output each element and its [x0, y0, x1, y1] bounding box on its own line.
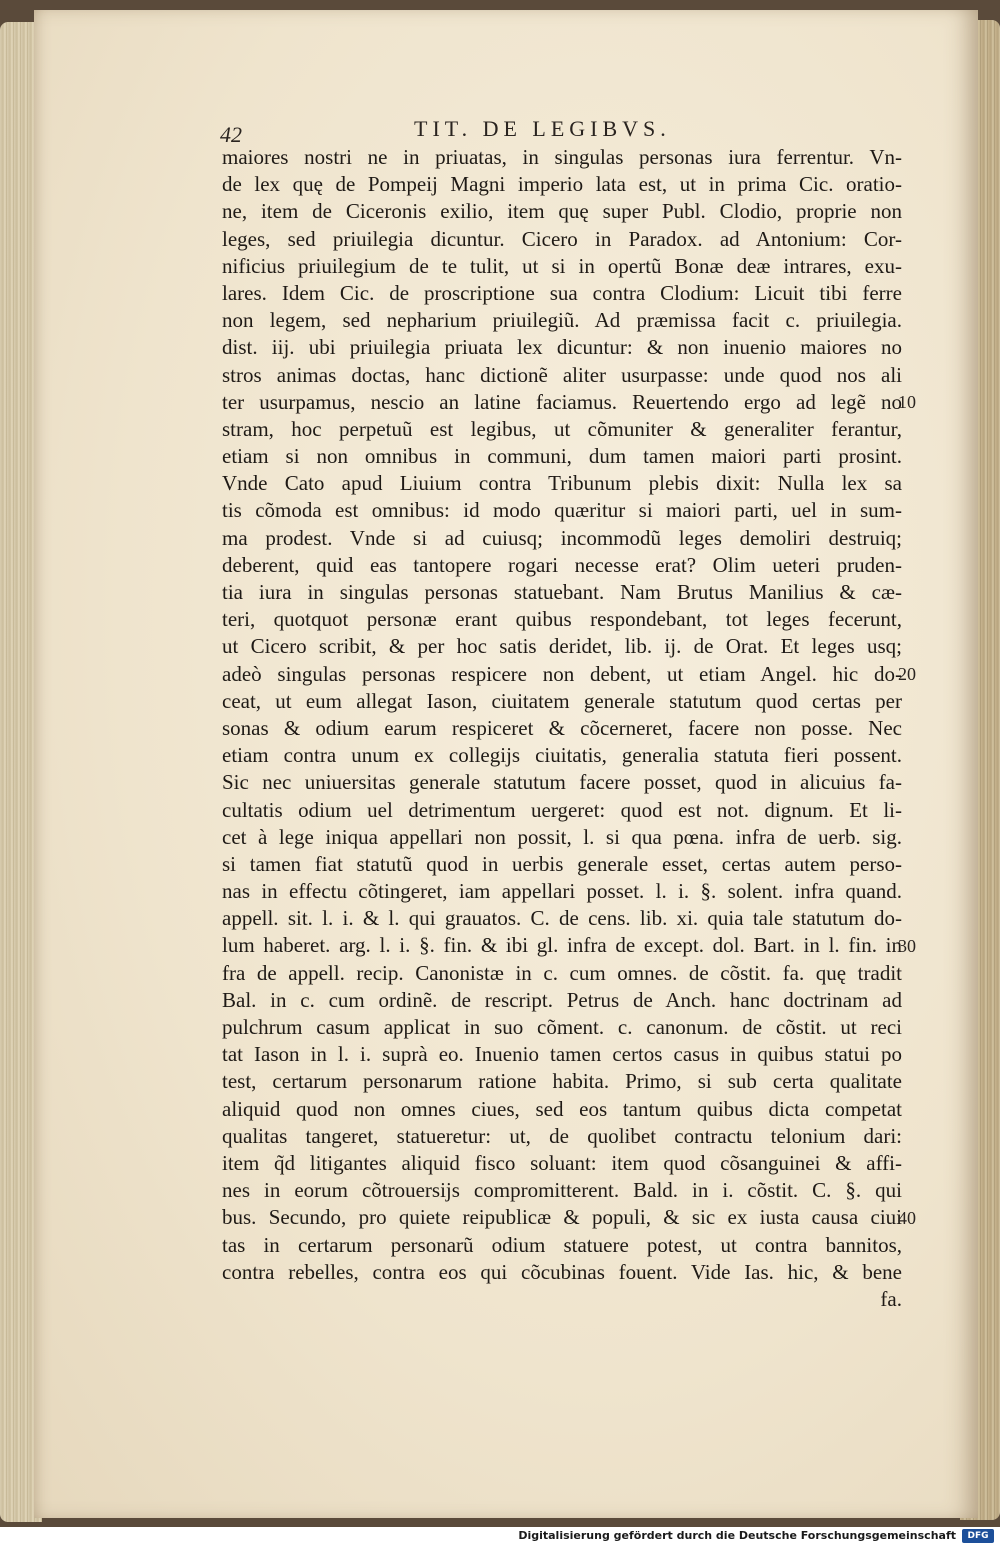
text-line: nes in eorum cõtrouersijs compromitterent. Bald. in i. cõstit. C. §. qui: [222, 1178, 902, 1203]
text-line: Vnde Cato apud Liuium contra Tribunum plebis dixit: Nulla lex sa: [222, 471, 902, 496]
text-line: ceat, ut eum allegat Iason, ciuitatem generale statutum quod certas per: [222, 688, 902, 713]
text-line: nas in effectu cõtingeret, iam appellari posset. l. i. §. solent. infra quand.: [222, 879, 902, 904]
text-line: Bal. in c. cum ordinẽ. de rescript. Petrus de Anch. hanc doctrinam ad: [222, 987, 902, 1012]
text-line: tat Iason in l. i. suprà eo. Inuenio tamen certos casus in quibus statui po: [222, 1042, 902, 1067]
text-line: ut Cicero scribit, & per hoc satis deridet, lib. ij. de Orat. Et leges usq;: [222, 634, 902, 659]
text-line: maiores nostri ne in priuatas, in singulas personas iura ferrentur. Vn-: [222, 145, 902, 169]
text-line: tia iura in singulas personas statuebant. Nam Brutus Manilius & cæ-: [222, 580, 902, 604]
text-line: adeò singulas personas respicere non debent, ut etiam Angel. hic do-: [222, 661, 902, 686]
text-block: [222, 144, 902, 1313]
text-line: fa.: [880, 1286, 902, 1311]
text-line: item q̃d litigantes aliquid fisco soluant: item quod cõsanguinei & affi-: [222, 1150, 902, 1175]
text-line: de lex quę de Pompeij Magni imperio lata est, ut in prima Cic. oratio-: [222, 172, 902, 197]
dfg-logo: DFG: [962, 1529, 994, 1543]
text-line: contra rebelles, contra eos qui cõcubinas fouent. Vide Ias. hic, & bene: [222, 1259, 902, 1284]
text-line: sonas & odium earum respiceret & cõcerneret, facere non posse. Nec: [222, 715, 902, 740]
text-line: cet à lege iniqua appellari non possit, l. si qua pœna. infra de uerb. sig.: [222, 824, 902, 849]
book-page: [34, 10, 978, 1518]
text-line: Sic nec uniuersitas generale statutum facere posset, quod in alicuius fa-: [222, 770, 902, 795]
text-line: stram, hoc perpetuũ est legibus, ut cõmuniter & generaliter ferantur,: [222, 416, 902, 441]
text-line: dist. iij. ubi priuilegia priuata lex dicuntur: & non inuenio maiores no: [222, 335, 902, 360]
text-line: tis cõmoda est omnibus: id modo quæritur si maiori parti, uel in sum-: [222, 498, 902, 523]
margin-line-number: 20: [898, 664, 916, 684]
text-line: qualitas tangeret, statueretur: ut, de quolibet contractu telonium dari:: [222, 1123, 902, 1148]
text-line: fra de appell. recip. Canonistæ in c. cum omnes. de cõstit. fa. quę tradit: [222, 960, 902, 985]
text-line: ma prodest. Vnde si ad cuiusq; incommodũ leges demoliri destruiq;: [222, 525, 902, 550]
margin-line-number: 10: [898, 392, 916, 412]
text-line: ne, item de Ciceronis exilio, item quę super Publ. Clodio, proprie non: [222, 199, 902, 224]
text-line: etiam si non omnibus in communi, dum tamen maiori parti prosint.: [222, 444, 902, 469]
text-line: appell. sit. l. i. & l. qui grauatos. C. de cens. lib. xi. quia tale statutum do-: [222, 906, 902, 931]
text-line: deberent, quid eas tantopere rogari necesse erat? Olim ueteri pruden-: [222, 552, 902, 577]
text-line: bus. Secundo, pro quiete reipublicæ & populi, & sic ex iusta causa ciui: [222, 1205, 902, 1230]
margin-line-number: 30: [898, 936, 916, 956]
running-head: [34, 114, 978, 147]
text-line: teri, quotquot personæ erant quibus respondebant, tot leges fecerunt,: [222, 607, 902, 632]
text-line: etiam contra unum ex collegijs ciuitatis, generalia statuta fieri possent.: [222, 743, 902, 768]
text-line: lares. Idem Cic. de proscriptione sua contra Clodium: Licuit tibi ferre: [222, 280, 902, 305]
page-number: 42: [220, 122, 242, 147]
funding-credit: Digitalisierung gefördert durch die Deutsche Forschungsgemeinschaft: [518, 1529, 956, 1542]
text-line: stros animas doctas, hanc dictionẽ aliter usurpasse: unde quod nos ali: [222, 362, 902, 387]
footer-bar: [0, 1527, 1000, 1547]
text-line: aliquid quod non omnes ciues, sed eos tantum quibus dicta competat: [222, 1096, 902, 1121]
text-line: non legem, sed nepharium priuilegiũ. Ad præmissa facit c. priuilegia.: [222, 308, 902, 333]
text-line: ter usurpamus, nescio an latine faciamus. Reuertendo ergo ad legẽ no: [222, 389, 902, 414]
text-line: test, certarum personarum ratione habita. Primo, si sub certa qualitate: [222, 1069, 902, 1094]
text-line: pulchrum casum applicat in suo cõment. c. canonum. de cõstit. ut reci: [222, 1015, 902, 1039]
text-line: si tamen fiat statutũ quod in uerbis generale esset, certas autem perso-: [222, 851, 902, 876]
margin-line-number: 40: [898, 1208, 916, 1228]
text-line: nificius priuilegium de te tulit, ut si in opertũ Bonæ deæ intrares, exu-: [222, 253, 902, 278]
text-line: tas in certarum personarũ odium statuere potest, ut contra bannitos,: [222, 1232, 902, 1257]
text-line: cultatis odium uel detrimentum uergeret: quod est not. dignum. Et li-: [222, 797, 902, 822]
text-line: lum haberet. arg. l. i. §. fin. & ibi gl. infra de except. dol. Bart. in l. fin. in: [222, 933, 902, 958]
text-line: leges, sed priuilegia dicuntur. Cicero in Paradox. ad Antonium: Cor-: [222, 226, 902, 251]
running-head-title: TIT. DE LEGIBVS.: [414, 116, 671, 141]
